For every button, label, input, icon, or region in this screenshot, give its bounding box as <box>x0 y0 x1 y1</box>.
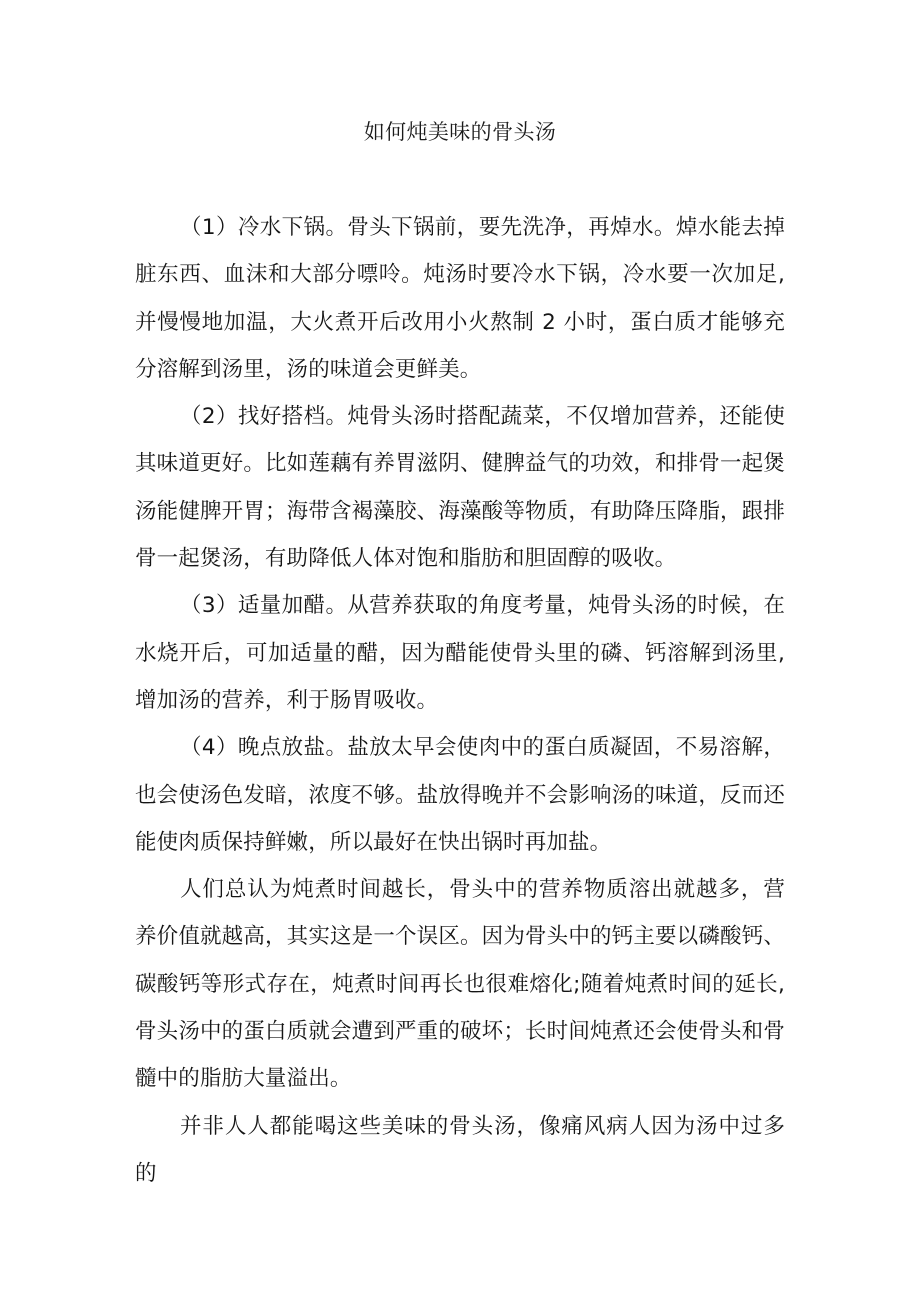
page-title: 如何炖美味的骨头汤 <box>363 120 557 144</box>
paragraph-2: （2）找好搭档。炖骨头汤时搭配蔬菜，不仅增加营养，还能使其味道更好。比如莲藕有养胃滋阴、健脾益气的功效，和排骨一起煲汤能健脾开胃；海带含褐藻胶、海藻酸等物质，有助降压降脂，跟排骨一起煲汤，有助降低人体对饱和脂肪和胆固醇的吸收。 <box>135 404 785 572</box>
paragraph-5: 人们总认为炖煮时间越长，骨头中的营养物质溶出就越多，营养价值就越高，其实这是一个误区。因为骨头中的钙主要以磷酸钙、碳酸钙等形式存在，炖煮时间再长也很难熔化;随着炖煮时间的延长,骨头汤中的蛋白质就会遭到严重的破坏；长时间炖煮还会使骨头和骨髓中的脂肪大量溢出。 <box>135 877 785 1092</box>
paragraph-1: （1）冷水下锅。骨头下锅前，要先洗净，再焯水。焯水能去掉脏东西、血沫和大部分嘌呤。炖汤时要冷水下锅，冷水要一次加足,并慢慢地加温，大火煮开后改用小火熬制 2 小时，蛋白质才能够充分溶解到汤里，汤的味道会更鲜美。 <box>135 215 785 382</box>
paragraph-list <box>135 204 785 1197</box>
document-body <box>135 0 785 1197</box>
paragraph-4: （4）晚点放盐。盐放太早会使肉中的蛋白质凝固，不易溶解，也会使汤色发暗，浓度不够。盐放得晚并不会影响汤的味道，反而还能使肉质保持鲜嫩，所以最好在快出锅时再加盐。 <box>135 735 785 855</box>
paragraph-3: （3）适量加醋。从营养获取的角度考量，炖骨头汤的时候，在水烧开后，可加适量的醋，因为醋能使骨头里的磷、钙溶解到汤里,增加汤的营养，利于肠胃吸收。 <box>135 593 785 713</box>
paragraph-6: 并非人人都能喝这些美味的骨头汤，像痛风病人因为汤中过多的 <box>135 1113 785 1186</box>
